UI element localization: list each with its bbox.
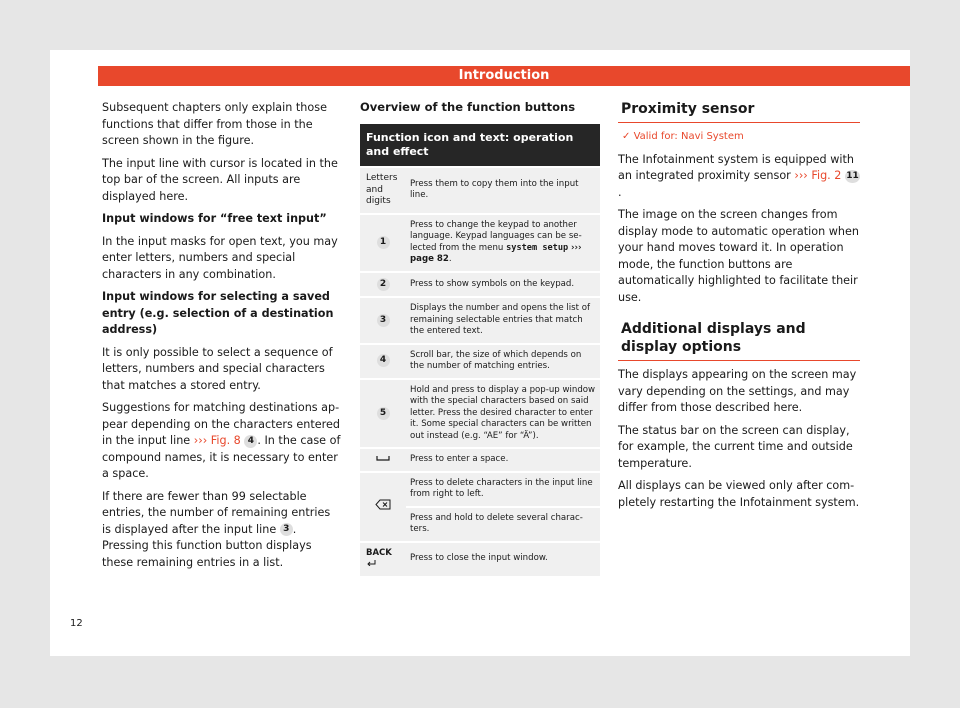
table-cell-text: Hold and press to display a pop-up window with the special characters based on said letter. Press the desired character to enter it. Some special characters can be written out instead (e.g. “AE” for “Ä”). (406, 380, 600, 448)
callout-number: 1 (377, 236, 390, 249)
table-title: Overview of the function buttons (360, 100, 576, 114)
text: . (618, 185, 622, 199)
table-row (360, 168, 600, 213)
paragraph (102, 489, 342, 572)
subheading: Input windows for selecting a saved entry (e.g. selection of a destination address) (102, 290, 334, 336)
text: If there are fewer than 99 selectable entries, the number of remaining entries is displayed after the input line (102, 489, 331, 536)
check-icon: ✓ (622, 131, 631, 142)
paragraph: It is only possible to select a sequence of letters, numbers and special characters that matches a stored entry. (102, 345, 333, 392)
text: . In the case of compound names, it is necessary to enter a space. (102, 434, 341, 480)
table-cell-text: Press to close the input window. (406, 543, 600, 576)
table-cell-text: Displays the number and opens the list of remaining selectable entries that match the entered text. (406, 298, 600, 343)
table-cell-text: Press to delete characters in the input line from right to left. (406, 473, 600, 506)
callout-number: 4 (244, 435, 257, 448)
section-heading: Additional displays and display options (618, 320, 860, 361)
callout-number: 3 (377, 314, 390, 327)
callout-number: 5 (377, 407, 390, 420)
paragraph (618, 152, 860, 202)
callout-number: 3 (280, 523, 293, 536)
paragraph: The displays appearing on the screen may vary depending on the settings, and may differ from those described here. (618, 368, 857, 414)
paragraph: The image on the screen changes from display mode to automatic operation when your hand moves toward it. In operation mode, the function buttons are automatically highlighted to facilitate their use. (618, 208, 859, 304)
validity-note (622, 129, 860, 146)
menu-code: system setup (506, 242, 569, 253)
table-cell-text: Press them to copy them into the input line. (406, 168, 600, 213)
section-header: Introduction (98, 66, 910, 86)
backspace-icon (375, 499, 391, 510)
text: . Pressing this function button displays these remaining entries in a list. (102, 522, 312, 569)
callout-number: 11 (846, 170, 859, 181)
paragraph (102, 400, 342, 483)
page-link[interactable]: ››› page 82 (410, 242, 582, 264)
table-cell-text: Press to enter a space. (406, 449, 600, 471)
text: Suggestions for matching destinations appear depending on the characters entered in the input line (102, 401, 340, 447)
table-cell-text: Press and hold to delete several characters. (406, 508, 600, 541)
validity-text: Valid for: Navi System (633, 131, 744, 142)
paragraph: The input line with cursor is located in the top bar of the screen. All inputs are displayed here. (102, 156, 338, 203)
column-right (618, 100, 860, 517)
table-row (360, 273, 600, 297)
back-arrow-icon (366, 559, 376, 566)
table-row (360, 449, 600, 471)
table-row (360, 473, 600, 506)
figure-link[interactable]: ››› Fig. 2 (794, 169, 842, 182)
callout-number: 4 (377, 354, 390, 367)
function-buttons-table (360, 122, 600, 578)
callout-number: 2 (377, 278, 390, 291)
table-row (360, 215, 600, 271)
figure-link[interactable]: ››› Fig. 8 (193, 434, 241, 447)
column-left (102, 100, 342, 577)
text: The Infotainment system is equipped with an integrated proximity sensor (618, 152, 854, 182)
paragraph: The status bar on the screen can display, for example, the current time and outside temperature. (618, 423, 853, 470)
back-label: BACK (366, 547, 392, 558)
table-row (360, 543, 600, 576)
table-row (360, 345, 600, 378)
paragraph: Subsequent chapters only explain those functions that differ from those in the screen shown in the figure. (102, 101, 327, 147)
table-row (360, 380, 600, 448)
table-row (360, 298, 600, 343)
table-cell-text: Scroll bar, the size of which depends on the number of matching entries. (406, 345, 600, 378)
text: . (448, 254, 452, 264)
page (50, 50, 910, 656)
page-number: 12 (70, 618, 83, 629)
text: Press to change the keypad to another language. Keypad languages can be selected from the menu (410, 219, 582, 253)
table-cell-text: Press to show symbols on the keypad. (406, 273, 600, 297)
paragraph: In the input masks for open text, you may enter letters, numbers and special characters in any combination. (102, 234, 338, 281)
space-icon (376, 455, 390, 461)
subheading: Input windows for “free text input” (102, 212, 327, 225)
column-middle (360, 100, 600, 578)
table-cell-icon: Letters and digits (360, 168, 406, 213)
paragraph: All displays can be viewed only after completely restarting the Infotainment system. (618, 479, 860, 509)
table-header: Function icon and text: operation and effect (360, 124, 600, 166)
table-cell-text (406, 215, 600, 271)
section-heading: Proximity sensor (618, 100, 860, 123)
